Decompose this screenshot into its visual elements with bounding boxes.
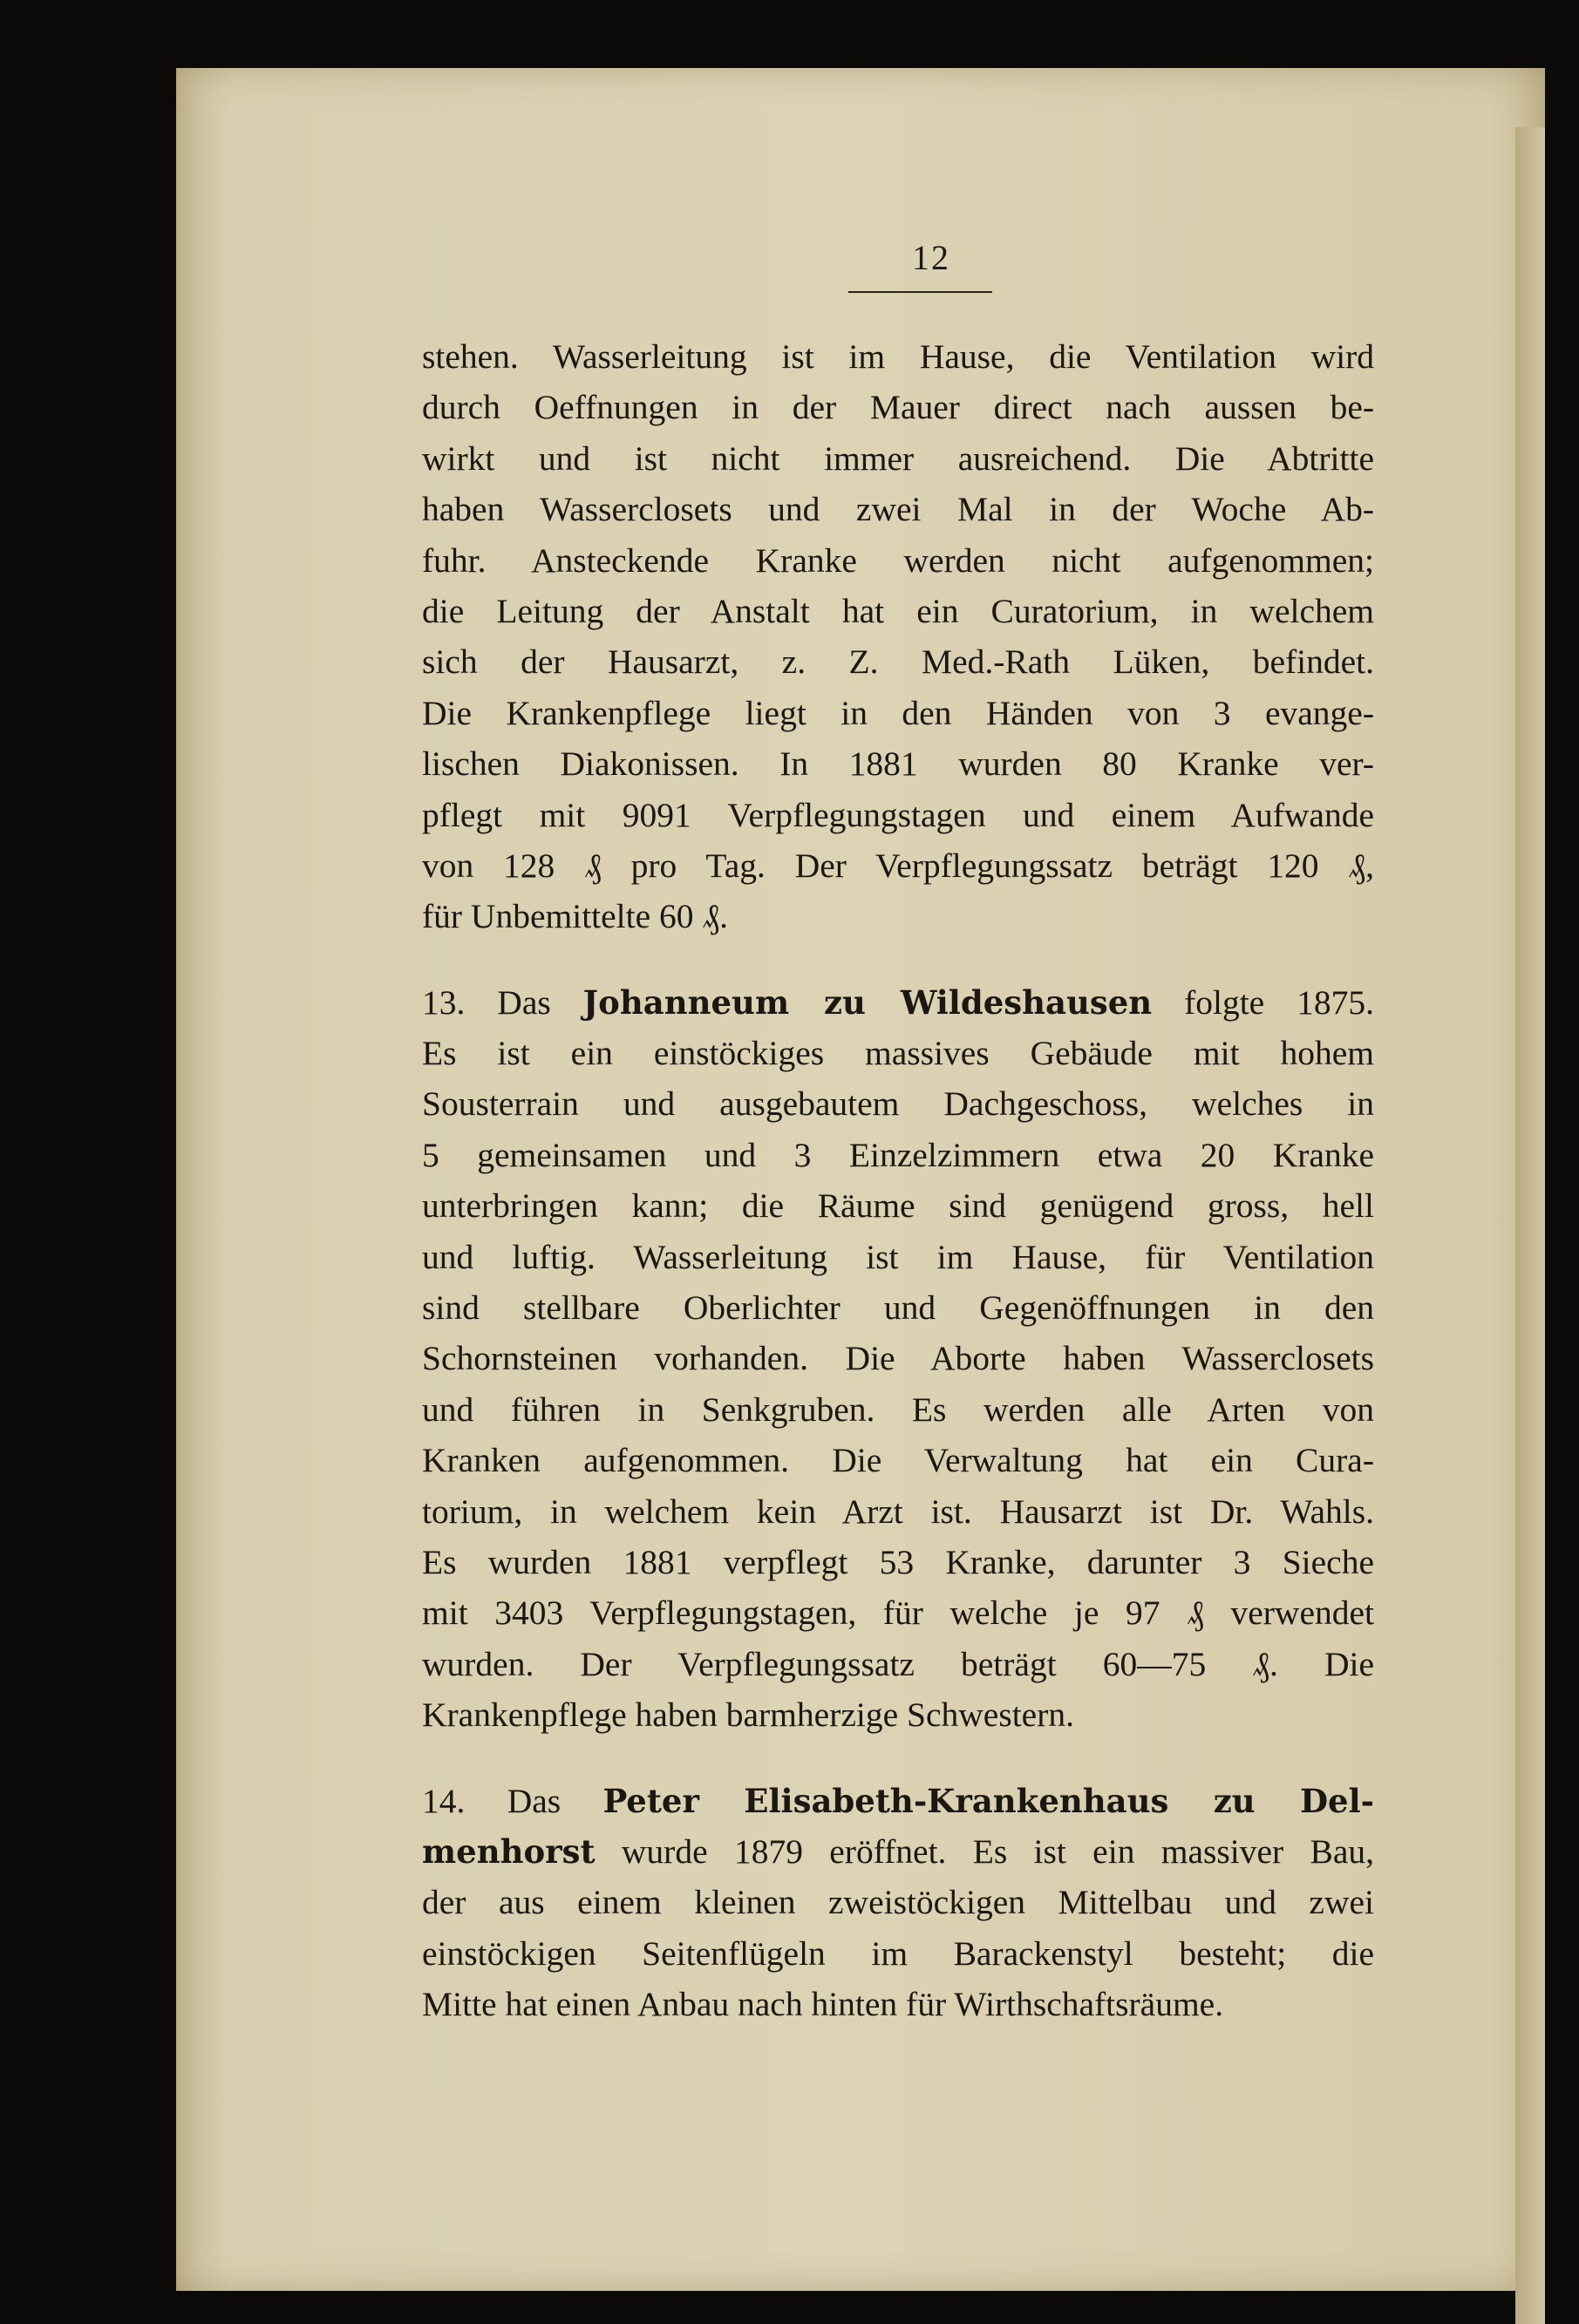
text-line xyxy=(422,1486,1374,1537)
line-text: 5 gemeinsamen und 3 Einzelzimmern etwa 20 Kranke xyxy=(422,1135,1374,1174)
line-text: wurde 1879 eröffnet. Es ist ein massiver Bau, xyxy=(595,1831,1374,1871)
paragraph-p3 xyxy=(422,1776,1374,2030)
line-text: haben Wasserclosets und zwei Mal in der Woche Ab- xyxy=(422,490,1374,529)
text-line xyxy=(422,1639,1374,1689)
text-line xyxy=(422,586,1374,636)
text-line xyxy=(422,1689,1374,1740)
text-line xyxy=(422,738,1374,789)
text-line xyxy=(422,1130,1374,1180)
text-line xyxy=(422,1877,1374,1927)
text-line xyxy=(422,840,1374,891)
line-text: für Unbemittelte 60 ₰. xyxy=(422,897,729,936)
line-text: lischen Diakonissen. In 1881 wurden 80 Kranke ver- xyxy=(422,744,1374,784)
line-text: von 128 ₰ pro Tag. Der Verpflegungssatz beträgt 120 ₰, xyxy=(422,846,1374,885)
text-line xyxy=(422,1979,1374,2029)
spaced-heading-text: Peter Elisabeth-Krankenhaus zu Del- xyxy=(602,1781,1374,1820)
text-line xyxy=(422,1078,1374,1129)
text-line xyxy=(422,382,1374,432)
line-text: pflegt mit 9091 Verpflegungstagen und einem Aufwande xyxy=(422,795,1374,834)
text-line xyxy=(422,891,1374,941)
line-text: sind stellbare Oberlichter und Gegenöffnungen in den xyxy=(422,1288,1374,1328)
text-line xyxy=(422,1826,1374,1877)
text-line xyxy=(422,1587,1374,1638)
text-line xyxy=(422,977,1374,1028)
text-line xyxy=(422,790,1374,840)
line-text: Es ist ein einstöckiges massives Gebäude mit hohem xyxy=(422,1034,1374,1073)
line-text: fuhr. Ansteckende Kranke werden nicht aufgenommen; xyxy=(422,540,1374,580)
line-text: die Leitung der Anstalt hat ein Curatorium, in welchem xyxy=(422,591,1374,630)
text-line xyxy=(422,484,1374,534)
line-text: torium, in welchem kein Arzt ist. Hausarzt ist Dr. Wahls. xyxy=(422,1492,1374,1531)
line-text: durch Oeffnungen in der Mauer direct nach aussen be- xyxy=(422,388,1374,427)
text-line xyxy=(422,331,1374,382)
paragraph-p2 xyxy=(422,977,1374,1741)
text-line xyxy=(422,636,1374,687)
text-line xyxy=(422,1333,1374,1383)
line-text: der aus einem kleinen zweistöckigen Mittelbau und zwei xyxy=(422,1883,1374,1922)
line-text: Kranken aufgenommen. Die Verwaltung hat ein Cura- xyxy=(422,1441,1374,1480)
line-text: 14. Das xyxy=(422,1781,603,1820)
text-line xyxy=(422,688,1374,738)
text-body xyxy=(422,331,1374,2030)
line-text: und führen in Senkgruben. Es werden alle Arten von xyxy=(422,1390,1374,1429)
line-text: einstöckigen Seitenflügeln im Barackenstyl besteht; die xyxy=(422,1933,1374,1973)
text-line xyxy=(422,535,1374,586)
page-number: 12 xyxy=(912,238,950,277)
line-text: Schornsteinen vorhanden. Die Aborte haben Wasserclosets xyxy=(422,1339,1374,1378)
text-line xyxy=(422,1435,1374,1485)
paragraph-p1 xyxy=(422,331,1374,942)
page-number-rule xyxy=(848,291,992,293)
text-line xyxy=(422,1776,1374,1826)
text-line xyxy=(422,1232,1374,1282)
text-line xyxy=(422,433,1374,484)
line-text: stehen. Wasserleitung ist im Hause, die Ventilation wird xyxy=(422,337,1374,376)
paragraph-gap xyxy=(422,1741,1374,1776)
line-text: Krankenpflege haben barmherzige Schwestern. xyxy=(422,1695,1074,1735)
adjacent-page-edge xyxy=(1515,127,1545,2324)
line-text: 13. Das xyxy=(422,982,583,1022)
line-text: Sousterrain und ausgebautem Dachgeschoss, welches in xyxy=(422,1084,1374,1124)
text-line xyxy=(422,1028,1374,1078)
paragraph-gap xyxy=(422,942,1374,977)
spaced-heading-text: menhorst xyxy=(422,1831,596,1871)
spaced-heading-text: Johanneum zu Wildeshausen xyxy=(582,982,1153,1022)
line-text: Die Krankenpflege liegt in den Händen von 3 evange- xyxy=(422,693,1374,732)
line-text: mit 3403 Verpflegungstagen, für welche je 97 ₰ verwendet xyxy=(422,1594,1374,1633)
line-text: folgte 1875. xyxy=(1152,982,1374,1022)
line-text: und luftig. Wasserleitung ist im Hause, für Ventilation xyxy=(422,1237,1374,1276)
text-line xyxy=(422,1384,1374,1435)
line-text: wirkt und ist nicht immer ausreichend. Die Abtritte xyxy=(422,438,1374,478)
line-text: Es wurden 1881 verpflegt 53 Kranke, darunter 3 Sieche xyxy=(422,1542,1374,1581)
text-line xyxy=(422,1180,1374,1231)
text-line xyxy=(422,1282,1374,1333)
text-line xyxy=(422,1537,1374,1587)
line-text: Mitte hat einen Anbau nach hinten für Wirthschaftsräume. xyxy=(422,1985,1224,2024)
text-line xyxy=(422,1928,1374,1979)
line-text: sich der Hausarzt, z. Z. Med.-Rath Lüken, befindet. xyxy=(422,642,1374,682)
line-text: unterbringen kann; die Räume sind genügend gross, hell xyxy=(422,1186,1374,1226)
line-text: wurden. Der Verpflegungssatz beträgt 60—75 ₰. Die xyxy=(422,1644,1374,1683)
